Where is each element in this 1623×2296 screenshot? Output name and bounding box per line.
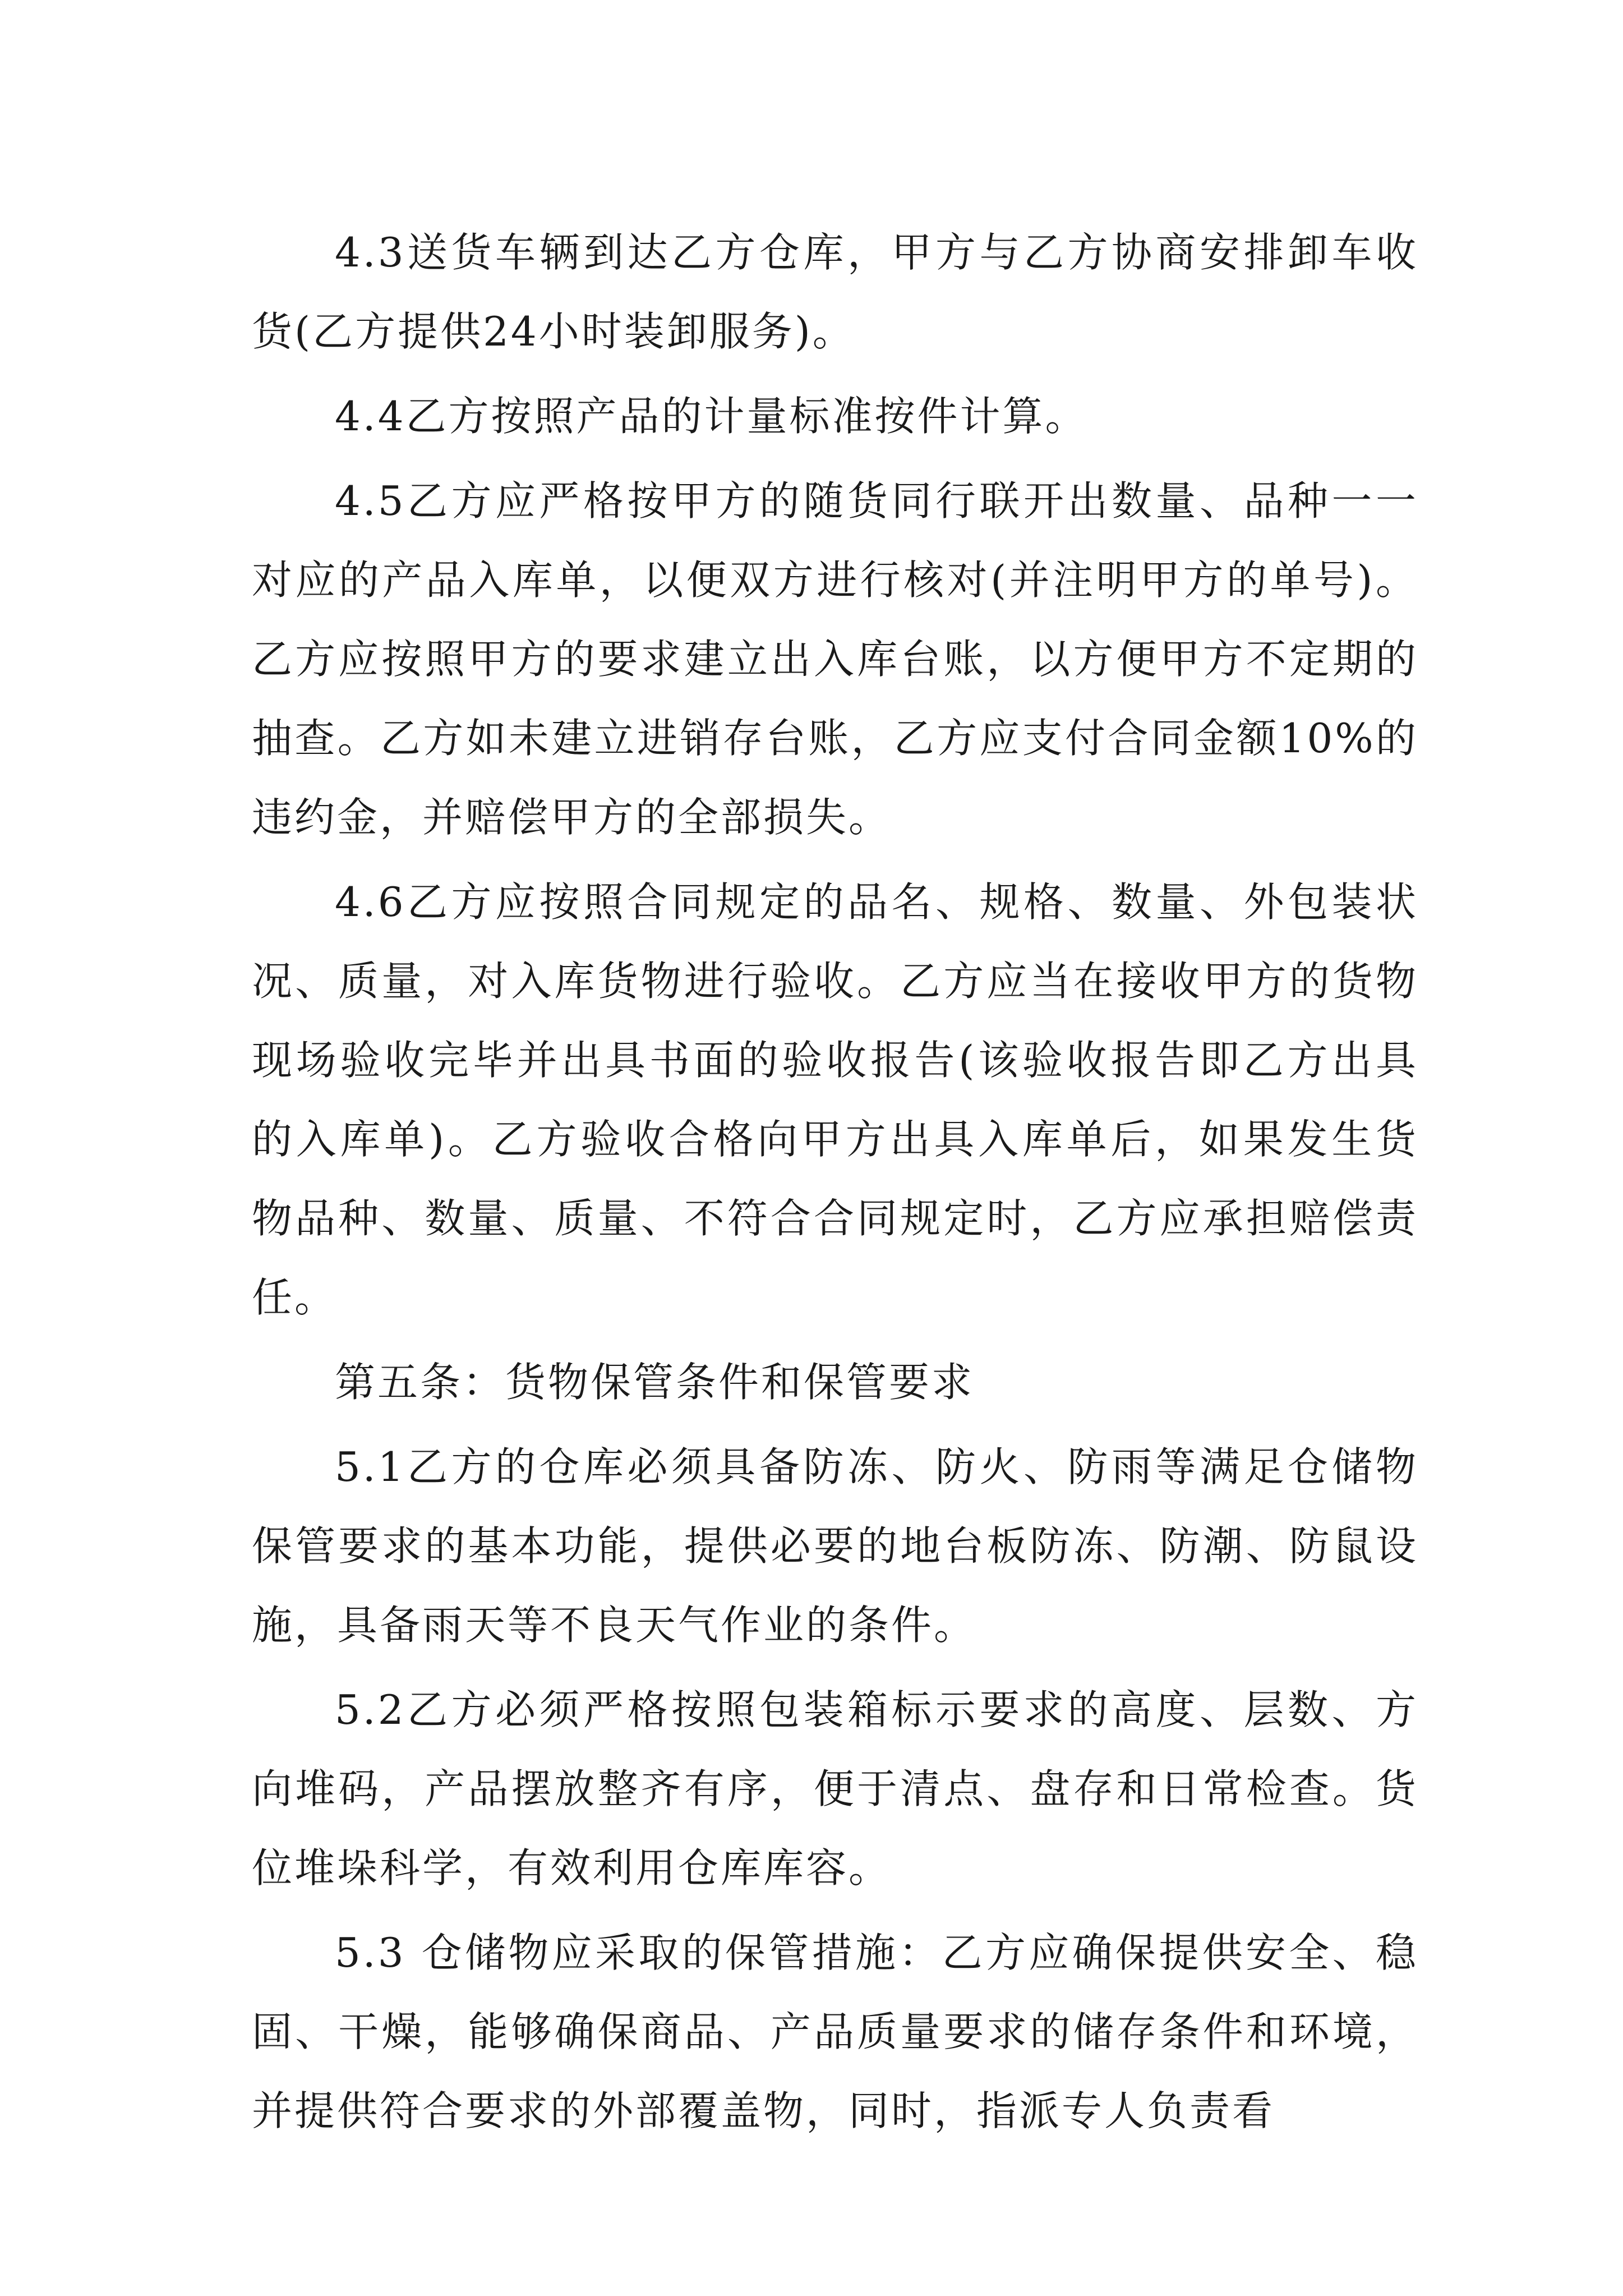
paragraph-4-6: 4.6乙方应按照合同规定的品名、规格、数量、外包装状况、质量，对入库货物进行验收。乙方应当在接收甲方的货物现场验收完毕并出具书面的验收报告(该验收报告即乙方出具的入库单)。乙方验收合格向甲方出具入库单后，如果发生货物品种、数量、质量、不符合合同规定时，乙方应承担赔偿责任。 (252, 878, 1418, 1321)
paragraph-4-4: 4.4乙方按照产品的计量标准按件计算。 (335, 393, 1088, 440)
paragraph-5-3: 5.3 仓储物应采取的保管措施：乙方应确保提供安全、稳固、干燥，能够确保商品、产品质量要求的储存条件和环境，并提供符合要求的外部覆盖物，同时，指派专人负责看 (252, 1929, 1418, 2134)
paragraph-5-2: 5.2乙方必须严格按照包装箱标示要求的高度、层数、方向堆码，产品摆放整齐有序，便于清点、盘存和日常检查。货位堆垛科学，有效利用仓库库容。 (252, 1686, 1418, 1892)
document-body (252, 213, 1418, 2151)
section-heading-article-5: 第五条：货物保管条件和保管要求 (335, 1359, 975, 1406)
paragraph-4-3: 4.3送货车辆到达乙方仓库，甲方与乙方协商安排卸车收货(乙方提供24小时装卸服务)。 (252, 229, 1418, 355)
paragraph-4-5: 4.5乙方应严格按甲方的随货同行联开出数量、品种一一对应的产品入库单，以便双方进行核对(并注明甲方的单号)。乙方应按照甲方的要求建立出入库台账，以方便甲方不定期的抽查。乙方如未建立进销存台账，乙方应支付合同金额10%的违约金，并赔偿甲方的全部损失。 (252, 477, 1418, 841)
paragraph-5-1: 5.1乙方的仓库必须具备防冻、防火、防雨等满足仓储物保管要求的基本功能，提供必要的地台板防冻、防潮、防鼠设施，具备雨天等不良天气作业的条件。 (252, 1443, 1418, 1649)
